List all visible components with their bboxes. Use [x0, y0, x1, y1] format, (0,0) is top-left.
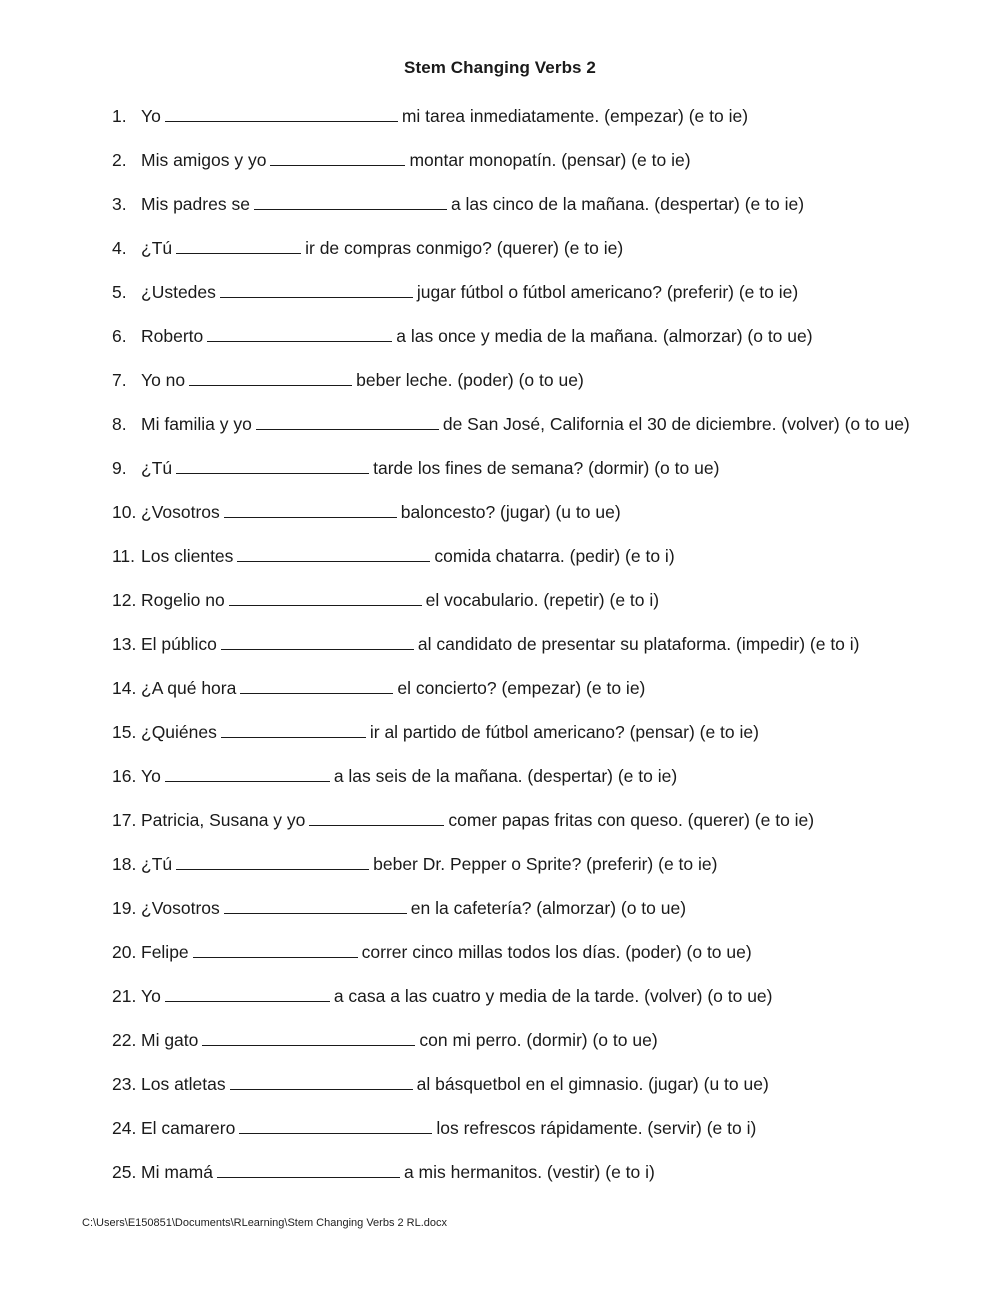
question-prompt: Mis amigos y yo: [141, 150, 267, 170]
question-number: 25.: [112, 1162, 137, 1182]
question-remainder: al básquetbol en el gimnasio. (jugar) (u to ue): [416, 1074, 769, 1094]
question-remainder: de San José, California el 30 de diciembre. (volver) (o to ue): [442, 414, 910, 434]
question-item: [112, 762, 912, 790]
question-item: [112, 718, 912, 746]
answer-blank[interactable]: [240, 675, 393, 694]
question-number: 21.: [112, 986, 137, 1006]
answer-blank[interactable]: [256, 411, 439, 430]
question-number: 10.: [112, 502, 137, 522]
question-prompt: ¿Tú: [141, 458, 173, 478]
question-prompt: ¿Vosotros: [141, 502, 220, 522]
answer-blank[interactable]: [176, 235, 301, 254]
question-number: 19.: [112, 898, 137, 918]
question-remainder: jugar fútbol o fútbol americano? (preferir) (e to ie): [416, 282, 799, 302]
question-prompt: El camarero: [141, 1118, 236, 1138]
question-remainder: a las seis de la mañana. (despertar) (e to ie): [333, 766, 678, 786]
answer-blank[interactable]: [239, 1115, 432, 1134]
question-item: [112, 674, 912, 702]
answer-blank[interactable]: [309, 807, 444, 826]
question-remainder: el concierto? (empezar) (e to ie): [397, 678, 646, 698]
question-prompt: El público: [141, 634, 217, 654]
question-prompt: Felipe: [141, 942, 189, 962]
question-remainder: beber leche. (poder) (o to ue): [356, 370, 584, 390]
answer-blank[interactable]: [217, 1159, 400, 1178]
answer-blank[interactable]: [176, 455, 369, 474]
question-number: 14.: [112, 678, 137, 698]
question-item: [112, 278, 912, 306]
question-prompt: ¿Tú: [141, 238, 173, 258]
question-number: 17.: [112, 810, 137, 830]
question-remainder: ir de compras conmigo? (querer) (e to ie): [305, 238, 624, 258]
question-number: 9.: [112, 458, 127, 478]
question-item: [112, 498, 912, 526]
question-prompt: ¿Quiénes: [141, 722, 217, 742]
question-prompt: ¿A qué hora: [141, 678, 237, 698]
question-remainder: comer papas fritas con queso. (querer) (e to ie): [448, 810, 815, 830]
question-number: 16.: [112, 766, 137, 786]
question-remainder: a casa a las cuatro y media de la tarde. (volver) (o to ue): [333, 986, 773, 1006]
question-item: [112, 894, 912, 922]
question-number: 3.: [112, 194, 127, 214]
answer-blank[interactable]: [189, 367, 352, 386]
question-number: 7.: [112, 370, 127, 390]
question-item: [112, 806, 912, 834]
question-item: [112, 190, 912, 218]
question-remainder: comida chatarra. (pedir) (e to i): [434, 546, 675, 566]
answer-blank[interactable]: [165, 103, 398, 122]
question-remainder: beber Dr. Pepper o Sprite? (preferir) (e to ie): [373, 854, 718, 874]
question-remainder: a mis hermanitos. (vestir) (e to i): [403, 1162, 655, 1182]
question-prompt: Yo no: [141, 370, 186, 390]
question-prompt: Patricia, Susana y yo: [141, 810, 306, 830]
question-item: [112, 982, 912, 1010]
question-remainder: el vocabulario. (repetir) (e to i): [425, 590, 660, 610]
file-path-footer: C:\Users\E150851\Documents\RLearning\Stem Changing Verbs 2 RL.docx: [82, 1217, 448, 1229]
question-remainder: al candidato de presentar su plataforma. (impedir) (e to i): [417, 634, 860, 654]
question-prompt: Yo: [141, 986, 161, 1006]
question-prompt: Yo: [141, 106, 161, 126]
question-remainder: con mi perro. (dormir) (o to ue): [419, 1030, 658, 1050]
answer-blank[interactable]: [165, 763, 330, 782]
question-number: 20.: [112, 942, 137, 962]
answer-blank[interactable]: [207, 323, 392, 342]
answer-blank[interactable]: [237, 543, 430, 562]
question-item: [112, 1158, 912, 1186]
answer-blank[interactable]: [220, 279, 413, 298]
answer-blank[interactable]: [224, 895, 407, 914]
question-prompt: Mis padres se: [141, 194, 250, 214]
question-remainder: tarde los fines de semana? (dormir) (o to ue): [373, 458, 720, 478]
question-item: [112, 542, 912, 570]
question-prompt: ¿Ustedes: [141, 282, 216, 302]
question-prompt: Mi gato: [141, 1030, 199, 1050]
question-item: [112, 586, 912, 614]
question-remainder: a las cinco de la mañana. (despertar) (e to ie): [450, 194, 805, 214]
question-item: [112, 630, 912, 658]
question-number: 12.: [112, 590, 137, 610]
question-item: [112, 102, 912, 130]
question-remainder: montar monopatín. (pensar) (e to ie): [409, 150, 691, 170]
question-number: 23.: [112, 1074, 137, 1094]
page-title: Stem Changing Verbs 2: [404, 58, 596, 77]
answer-blank[interactable]: [202, 1027, 415, 1046]
question-remainder: en la cafetería? (almorzar) (o to ue): [410, 898, 687, 918]
question-item: [112, 366, 912, 394]
question-prompt: Roberto: [141, 326, 204, 346]
question-number: 22.: [112, 1030, 137, 1050]
question-prompt: ¿Tú: [141, 854, 173, 874]
question-remainder: baloncesto? (jugar) (u to ue): [400, 502, 621, 522]
question-remainder: a las once y media de la mañana. (almorzar) (o to ue): [396, 326, 813, 346]
question-number: 1.: [112, 106, 127, 126]
answer-blank[interactable]: [221, 719, 366, 738]
question-number: 24.: [112, 1118, 137, 1138]
answer-blank[interactable]: [270, 147, 405, 166]
answer-blank[interactable]: [176, 851, 369, 870]
question-number: 15.: [112, 722, 137, 742]
question-number: 6.: [112, 326, 127, 346]
question-prompt: Los atletas: [141, 1074, 226, 1094]
answer-blank[interactable]: [230, 1071, 413, 1090]
answer-blank[interactable]: [224, 499, 397, 518]
question-number: 13.: [112, 634, 137, 654]
question-item: [112, 1114, 912, 1142]
question-number: 5.: [112, 282, 127, 302]
question-item: [112, 454, 912, 482]
question-item: [112, 850, 912, 878]
answer-blank[interactable]: [193, 939, 358, 958]
question-item: [112, 410, 912, 438]
question-prompt: Mi mamá: [141, 1162, 213, 1182]
question-item: [112, 938, 912, 966]
question-item: [112, 146, 912, 174]
question-number: 11.: [112, 546, 136, 566]
question-number: 2.: [112, 150, 127, 170]
answer-blank[interactable]: [165, 983, 330, 1002]
question-number: 18.: [112, 854, 137, 874]
question-remainder: correr cinco millas todos los días. (poder) (o to ue): [361, 942, 752, 962]
question-remainder: los refrescos rápidamente. (servir) (e to i): [436, 1118, 757, 1138]
question-remainder: mi tarea inmediatamente. (empezar) (e to ie): [401, 106, 749, 126]
answer-blank[interactable]: [221, 631, 414, 650]
question-number: 8.: [112, 414, 127, 434]
question-list: [112, 102, 912, 1202]
question-prompt: Los clientes: [141, 546, 234, 566]
question-prompt: Yo: [141, 766, 161, 786]
answer-blank[interactable]: [229, 587, 422, 606]
answer-blank[interactable]: [254, 191, 447, 210]
question-prompt: Rogelio no: [141, 590, 225, 610]
question-item: [112, 234, 912, 262]
question-item: [112, 322, 912, 350]
question-remainder: ir al partido de fútbol americano? (pensar) (e to ie): [369, 722, 759, 742]
question-item: [112, 1070, 912, 1098]
question-item: [112, 1026, 912, 1054]
question-prompt: Mi familia y yo: [141, 414, 252, 434]
question-prompt: ¿Vosotros: [141, 898, 220, 918]
question-number: 4.: [112, 238, 127, 258]
